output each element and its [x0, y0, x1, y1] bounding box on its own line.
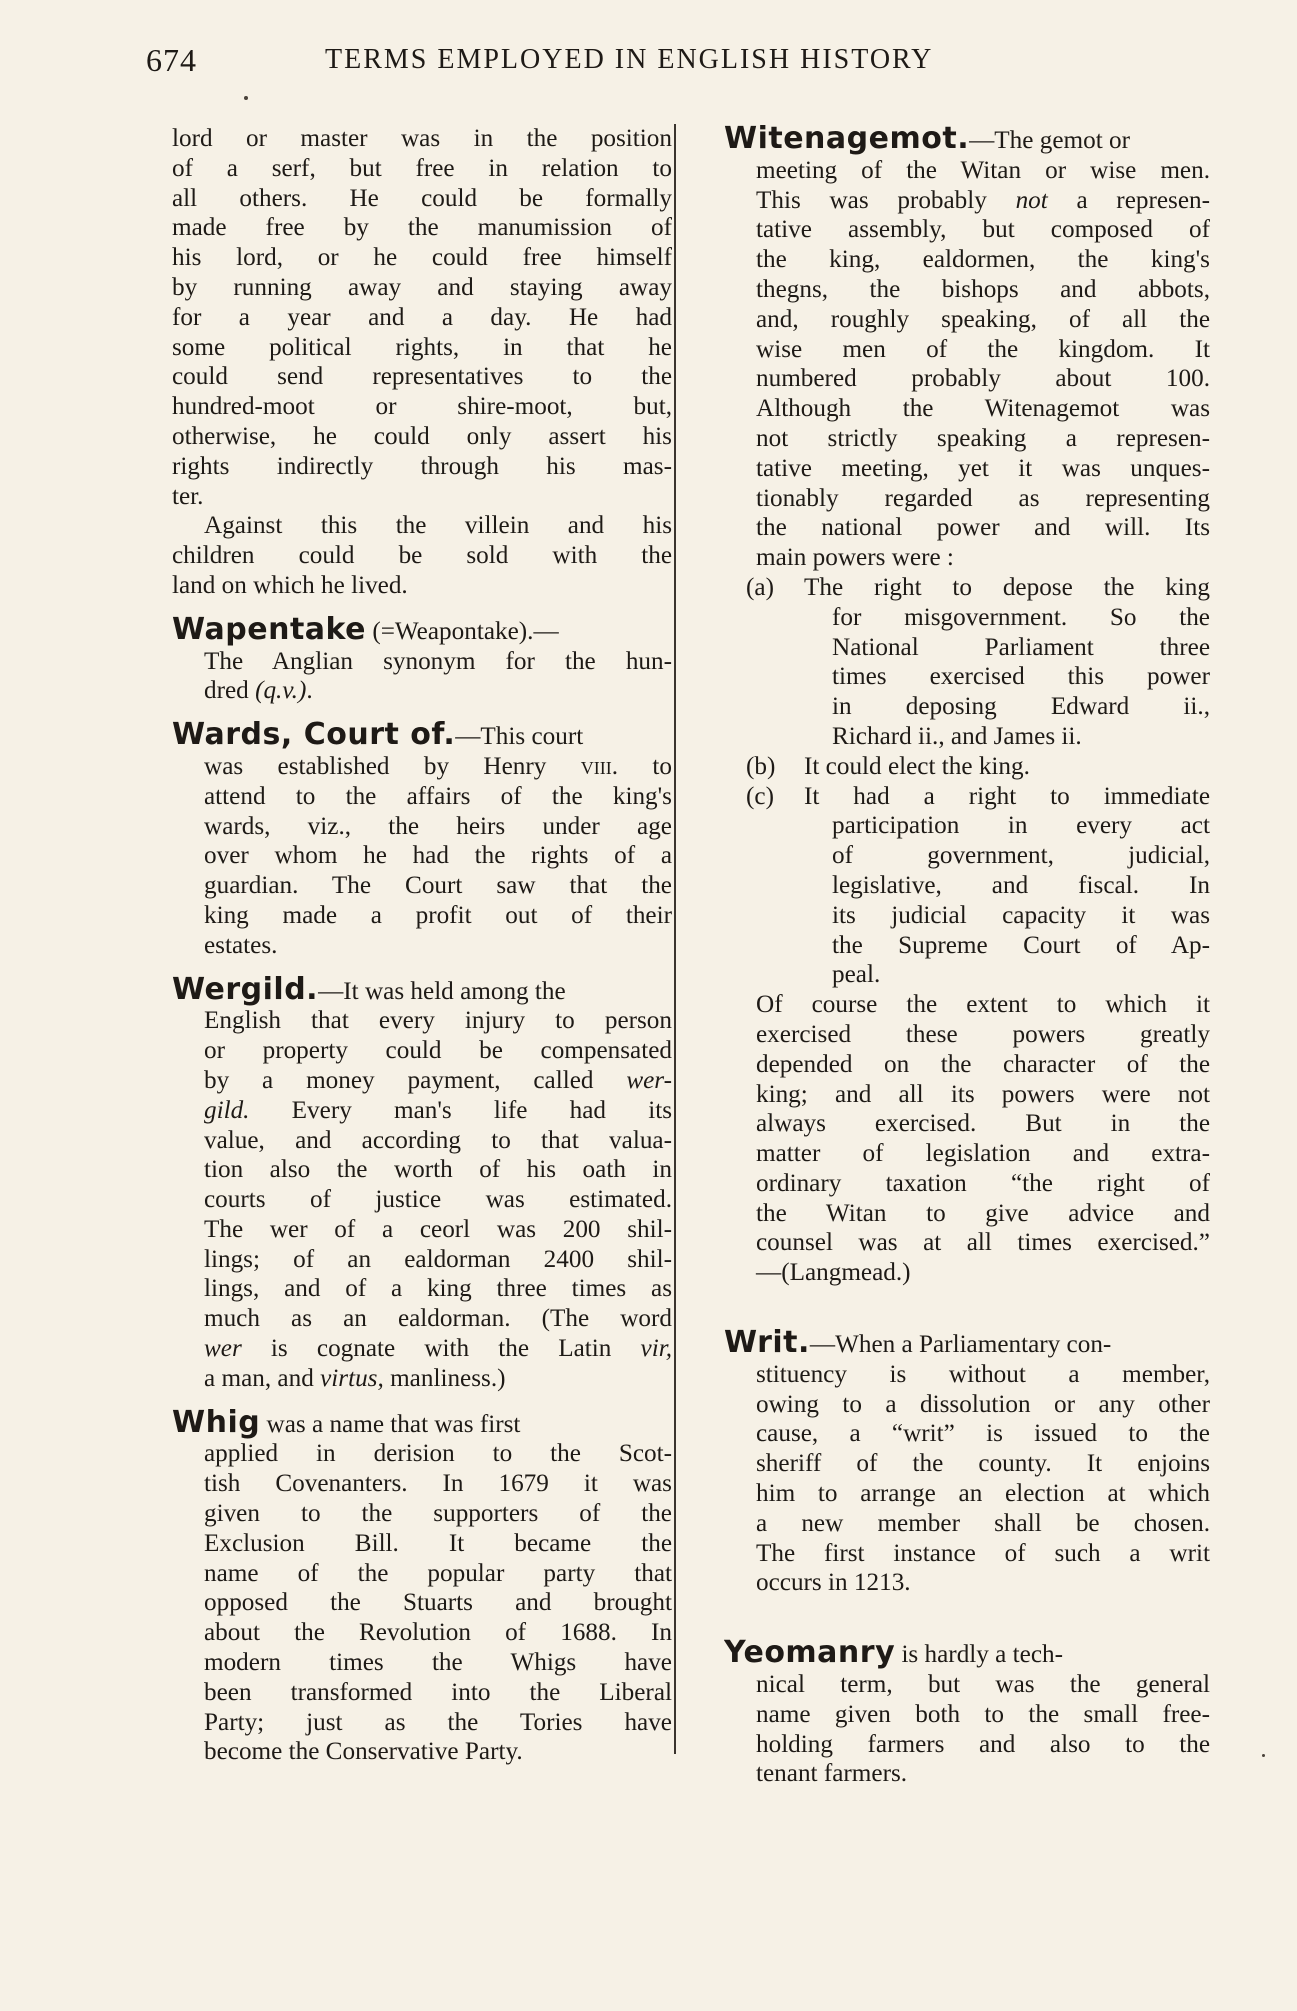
text-line: matter of legislation and extra-	[756, 1140, 1210, 1168]
text-line: peal.	[832, 961, 881, 989]
right-column	[724, 124, 1210, 1789]
text-line: over whom he had the rights of a	[204, 842, 672, 870]
text-line: lings; of an ealdorman 2400 shil-	[204, 1245, 672, 1273]
text-line: courts of justice was estimated.	[204, 1186, 672, 1214]
text-line: The Anglian synonym for the hun-	[204, 647, 672, 675]
entry-term: Wapentake	[172, 614, 367, 647]
text-fragment: —This court	[455, 723, 584, 751]
text-fragment: dred	[204, 677, 256, 705]
text-fragment: manliness.)	[383, 1364, 506, 1392]
list-marker: (b)	[746, 752, 776, 780]
text-line: the Witan to give advice and	[756, 1199, 1210, 1227]
text-line: of government, judicial,	[832, 842, 1210, 870]
text-fragment: was established by Henry	[204, 752, 581, 780]
text-line: main powers were :	[756, 544, 954, 572]
text-line: or property could be compensated	[204, 1037, 672, 1065]
text-line: sheriff of the county. It enjoins	[756, 1450, 1210, 1478]
text-line: ter.	[172, 482, 204, 510]
entry-term: Writ.	[724, 1328, 810, 1360]
power-item-b	[724, 752, 1210, 782]
text-line: English that every injury to person	[204, 1007, 672, 1035]
text-fragment: is hardly a tech-	[895, 1641, 1063, 1669]
text-fragment: was a name that was first	[260, 1410, 521, 1438]
left-column	[172, 124, 672, 1767]
entry-term: Wards, Court of.	[172, 720, 456, 752]
text-line: become the Conservative Party.	[204, 1738, 523, 1766]
text-line: modern times the Whigs have	[204, 1649, 672, 1677]
text-line: all others. He could be formally	[172, 184, 672, 212]
text-line: guardian. The Court saw that the	[204, 872, 672, 900]
text-line: name given both to the small free-	[756, 1700, 1210, 1728]
entry-wapentake	[172, 615, 672, 706]
text-line: the Supreme Court of Ap-	[832, 931, 1210, 959]
text-line: wise men of the kingdom. It	[756, 335, 1210, 363]
text-line: Richard ii., and James ii.	[832, 722, 1082, 750]
text-line: Exclusion Bill. It became the	[204, 1529, 672, 1557]
text-line: It could elect the king.	[804, 752, 1030, 780]
text-line: Although the Witenagemot was	[756, 395, 1210, 423]
text-line: stituency is without a member,	[756, 1360, 1210, 1388]
italic-fragment: wer	[204, 1335, 242, 1363]
text-line: Party; just as the Tories have	[204, 1708, 672, 1736]
text-line: The first instance of such a writ	[756, 1539, 1210, 1567]
list-marker: (a)	[746, 573, 774, 601]
text-line: tative meeting, yet it was unques-	[756, 454, 1210, 482]
text-line: its judicial capacity it was	[832, 901, 1210, 929]
text-fragment: This was probably	[756, 186, 1016, 214]
text-line: tenant farmers.	[756, 1760, 908, 1788]
regnal-numeral: viii.	[580, 752, 619, 780]
text-line: him to arrange an election at which	[756, 1480, 1210, 1508]
italic-fragment: not	[1015, 186, 1048, 214]
entry-term: Yeomanry	[724, 1638, 896, 1671]
entry-term: Whig	[172, 1407, 261, 1440]
italic-fragment: wer-	[626, 1066, 672, 1094]
text-line: participation in every act	[832, 812, 1210, 840]
text-line: much as an ealdorman. (The word	[204, 1305, 672, 1333]
power-item-c	[724, 782, 1210, 991]
text-line: exercised these powers greatly	[756, 1020, 1210, 1048]
text-line: estates.	[204, 931, 278, 959]
print-speck	[1262, 1754, 1265, 1757]
text-line: and, roughly speaking, of all the	[756, 305, 1210, 333]
entry-wergild	[172, 975, 672, 1394]
text-fragment: by a money payment, called	[204, 1066, 627, 1094]
text-line: numbered probably about 100.	[756, 365, 1210, 393]
text-fragment: is cognate with the Latin	[241, 1335, 641, 1363]
text-line: his lord, or he could free himself	[172, 244, 672, 272]
text-line: about the Revolution of 1688. In	[204, 1619, 672, 1647]
text-line: land on which he lived.	[172, 571, 408, 599]
list-marker: (c)	[746, 782, 774, 810]
text-line: tion also the worth of his oath in	[204, 1156, 672, 1184]
text-fragment: .	[306, 677, 313, 705]
text-line: hundred-moot or shire-moot, but,	[172, 393, 672, 421]
text-line: name of the popular party that	[204, 1559, 672, 1587]
text-line: ordinary taxation “the right of	[756, 1169, 1210, 1197]
print-speck	[244, 96, 248, 100]
entry-term: Witenagemot.	[724, 124, 970, 156]
text-line: —(Langmead.)	[756, 1259, 911, 1287]
text-line: some political rights, in that he	[172, 333, 672, 361]
text-fragment: —The gemot or	[969, 127, 1130, 154]
text-fragment: a man, and	[204, 1364, 321, 1392]
page-number: 674	[146, 42, 197, 78]
text-line: counsel was at all times exercised.”	[756, 1229, 1210, 1257]
text-line: the king, ealdormen, the king's	[756, 246, 1210, 274]
text-line: opposed the Stuarts and brought	[204, 1589, 672, 1617]
italic-fragment: vir,	[640, 1335, 672, 1363]
text-line: applied in derision to the Scot-	[204, 1440, 672, 1468]
text-line: in deposing Edward ii.,	[832, 693, 1210, 721]
page-header	[140, 42, 1200, 82]
entry-villein-continued	[172, 124, 672, 601]
text-line: It had a right to immediate	[804, 782, 1210, 810]
text-line: made free by the manumission of	[172, 214, 672, 242]
text-line: wards, viz., the heirs under age	[204, 812, 672, 840]
entry-witenagemot	[724, 124, 1210, 1288]
text-line: meeting of the Witan or wise men.	[756, 156, 1210, 184]
entry-writ	[724, 1328, 1210, 1598]
text-line: Of course the extent to which it	[756, 991, 1210, 1019]
text-line: always exercised. But in the	[756, 1110, 1210, 1138]
italic-fragment: virtus,	[320, 1364, 384, 1392]
entry-term: Wergild.	[172, 974, 319, 1007]
text-line: legislative, and fiscal. In	[832, 871, 1210, 899]
text-line: a new member shall be chosen.	[756, 1509, 1210, 1537]
text-line: depended on the character of the	[756, 1050, 1210, 1078]
text-line: tish Covenanters. In 1679 it was	[204, 1470, 672, 1498]
text-fragment: to	[618, 752, 672, 780]
entry-wards-court-of	[172, 720, 672, 960]
text-line: otherwise, he could only assert his	[172, 422, 672, 450]
italic-fragment: gild.	[204, 1096, 250, 1124]
text-line: of a serf, but free in relation to	[172, 154, 672, 182]
text-line: could send representatives to the	[172, 363, 672, 391]
text-line: nical term, but was the general	[756, 1671, 1210, 1699]
text-line: been transformed into the Liberal	[204, 1678, 672, 1706]
text-line: not strictly speaking a represen-	[756, 424, 1210, 452]
text-fragment: (=Weapontake).—	[372, 617, 559, 645]
text-line: Against this the villein and his	[204, 512, 672, 540]
text-line: times exercised this power	[832, 663, 1210, 691]
text-line: the national power and will. Its	[756, 514, 1210, 542]
text-line: owing to a dissolution or any other	[756, 1390, 1210, 1418]
entry-whig	[172, 1408, 672, 1768]
text-line: National Parliament three	[832, 633, 1210, 661]
text-line: rights indirectly through his mas-	[172, 452, 672, 480]
text-line: for a year and a day. He had	[172, 303, 672, 331]
text-line: given to the supporters of the	[204, 1500, 672, 1528]
text-line: children could be sold with the	[172, 542, 672, 570]
text-line: holding farmers and also to the	[756, 1730, 1210, 1758]
text-line: tative assembly, but composed of	[756, 216, 1210, 244]
text-line: thegns, the bishops and abbots,	[756, 275, 1210, 303]
text-line: lings, and of a king three times as	[204, 1275, 672, 1303]
text-fragment: —It was held among the	[318, 977, 566, 1005]
entry-yeomanry	[724, 1638, 1210, 1789]
text-fragment: a represen-	[1047, 186, 1210, 214]
text-fragment: Every man's life had its	[249, 1096, 672, 1124]
italic-fragment: (q.v.)	[255, 677, 307, 705]
column-divider	[674, 124, 676, 1754]
text-line: The wer of a ceorl was 200 shil-	[204, 1215, 672, 1243]
text-line: attend to the affairs of the king's	[204, 782, 672, 810]
text-line: for misgovernment. So the	[832, 603, 1210, 631]
power-item-a	[724, 573, 1210, 752]
text-line: king; and all its powers were not	[756, 1080, 1210, 1108]
text-line: The right to depose the king	[804, 573, 1210, 601]
text-line: by running away and staying away	[172, 273, 672, 301]
text-line: cause, a “writ” is issued to the	[756, 1420, 1210, 1448]
text-line: value, and according to that valua-	[204, 1126, 672, 1154]
text-line: lord or master was in the position	[172, 125, 672, 152]
text-line: king made a profit out of their	[204, 901, 672, 929]
running-head: TERMS EMPLOYED IN ENGLISH HISTORY	[325, 44, 934, 75]
text-fragment: —When a Parliamentary con-	[809, 1331, 1112, 1359]
text-line: tionably regarded as representing	[756, 484, 1210, 512]
text-line: occurs in 1213.	[756, 1569, 911, 1597]
